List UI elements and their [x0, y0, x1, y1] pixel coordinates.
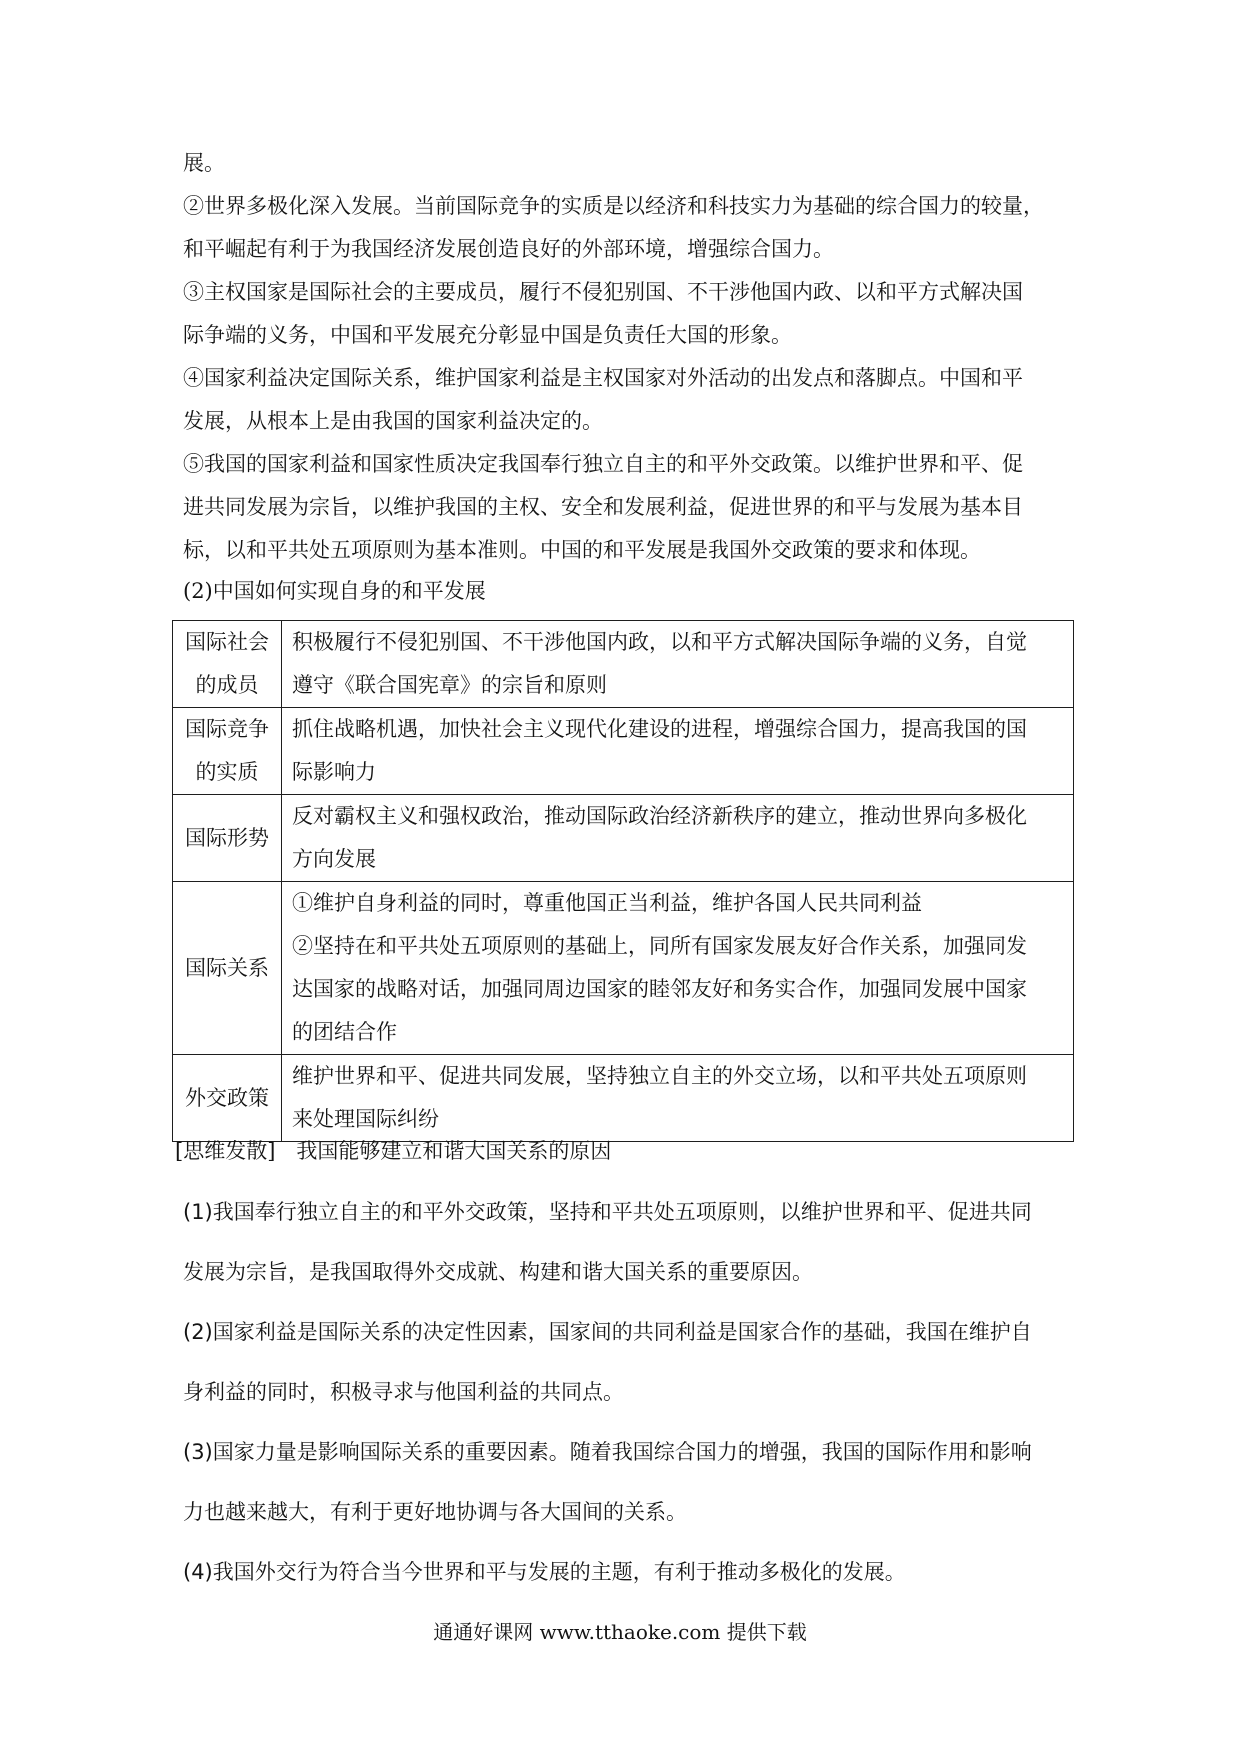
row-content-cell [282, 795, 1074, 882]
text-line: (1)我国奉行独立自主的和平外交政策，坚持和平共处五项原则，以维护世界和平、促进共同 [183, 1200, 1032, 1224]
text-line: 发展为宗旨，是我国取得外交成就、构建和谐大国关系的重要原因。 [183, 1260, 813, 1284]
text-line: ④国家利益决定国际关系，维护国家利益是主权国家对外活动的出发点和落脚点。中国和平 [183, 366, 1023, 390]
text-line: 力也越来越大，有利于更好地协调与各大国间的关系。 [183, 1500, 687, 1524]
row-content-line: 方向发展 [292, 847, 376, 871]
row-content-line: 际影响力 [292, 760, 376, 784]
text-line: ⑤我国的国家利益和国家性质决定我国奉行独立自主的和平外交政策。以维护世界和平、促 [183, 452, 1023, 476]
text-line: (2)国家利益是国际关系的决定性因素，国家间的共同利益是国家合作的基础，我国在维护自 [183, 1320, 1032, 1344]
table-row [173, 621, 1074, 708]
row-content-line: ①维护自身利益的同时，尊重他国正当利益，维护各国人民共同利益 [292, 891, 922, 915]
row-header-cell [173, 1055, 282, 1142]
row-header-line: 国际形势 [185, 825, 269, 850]
text-line: 发展，从根本上是由我国的国家利益决定的。 [183, 409, 603, 433]
table-row [173, 1055, 1074, 1142]
text-line: 和平崛起有利于为我国经济发展创造良好的外部环境，增强综合国力。 [183, 237, 834, 261]
text-line: 进共同发展为宗旨，以维护我国的主权、安全和发展利益，促进世界的和平与发展为基本目 [183, 495, 1023, 519]
row-header-cell [173, 795, 282, 882]
table-row [173, 708, 1074, 795]
table-row [173, 882, 1074, 1055]
table-caption: (2)中国如何实现自身的和平发展 [183, 579, 486, 603]
row-content-line: ②坚持在和平共处五项原则的基础上，同所有国家发展友好合作关系，加强同发 [292, 934, 1027, 958]
row-content-line: 反对霸权主义和强权政治，推动国际政治经济新秩序的建立，推动世界向多极化 [292, 804, 1027, 828]
row-content-line: 达国家的战略对话，加强同周边国家的睦邻友好和务实合作，加强同发展中国家 [292, 977, 1027, 1001]
row-content-line: 积极履行不侵犯别国、不干涉他国内政，以和平方式解决国际争端的义务，自觉 [292, 630, 1027, 654]
body-text-block [183, 142, 1073, 572]
row-header-cell [173, 621, 282, 708]
text-line: ③主权国家是国际社会的主要成员，履行不侵犯别国、不干涉他国内政、以和平方式解决国 [183, 280, 1023, 304]
divergent-thinking-block [183, 1182, 1073, 1602]
table-row [173, 795, 1074, 882]
text-line: 标，以和平共处五项原则为基本准则。中国的和平发展是我国外交政策的要求和体现。 [183, 538, 981, 562]
row-header-cell [173, 882, 282, 1055]
text-line: ②世界多极化深入发展。当前国际竞争的实质是以经济和科技实力为基础的综合国力的较量， [183, 194, 1044, 218]
row-content-cell [282, 621, 1074, 708]
row-header-line: 的成员 [195, 673, 259, 697]
row-header-line: 的实质 [195, 760, 259, 784]
text-line: 际争端的义务，中国和平发展充分彰显中国是负责任大国的形象。 [183, 323, 792, 347]
row-header-line: 国际竞争 [185, 717, 269, 741]
row-header-line: 国际关系 [185, 955, 269, 980]
row-content-line: 遵守《联合国宪章》的宗旨和原则 [292, 673, 607, 697]
row-content-line: 抓住战略机遇，加快社会主义现代化建设的进程，增强综合国力，提高我国的国 [292, 717, 1027, 741]
row-header-line: 国际社会 [185, 630, 269, 654]
row-content-line: 来处理国际纠纷 [292, 1107, 439, 1131]
row-header-cell [173, 708, 282, 795]
text-line: (4)我国外交行为符合当今世界和平与发展的主题，有利于推动多极化的发展。 [183, 1560, 906, 1584]
page-footer: 通通好课网 www.tthaoke.com 提供下载 [433, 1620, 807, 1644]
text-line: 身利益的同时，积极寻求与他国利益的共同点。 [183, 1380, 624, 1404]
row-content-cell [282, 1055, 1074, 1142]
row-content-line: 维护世界和平、促进共同发展，坚持独立自主的外交立场，以和平共处五项原则 [292, 1064, 1027, 1088]
body-paragraph [183, 142, 1073, 572]
reason-paragraph [183, 1182, 1073, 1602]
row-header-line: 外交政策 [185, 1085, 269, 1110]
row-content-cell [282, 882, 1074, 1055]
row-content-cell [282, 708, 1074, 795]
peaceful-development-table [172, 620, 1074, 1142]
section-heading: [思维发散] 我国能够建立和谐大国关系的原因 [175, 1139, 612, 1163]
row-content-line: 的团结合作 [292, 1020, 397, 1044]
text-line: 展。 [183, 151, 225, 175]
text-line: (3)国家力量是影响国际关系的重要因素。随着我国综合国力的增强，我国的国际作用和影响 [183, 1440, 1032, 1464]
